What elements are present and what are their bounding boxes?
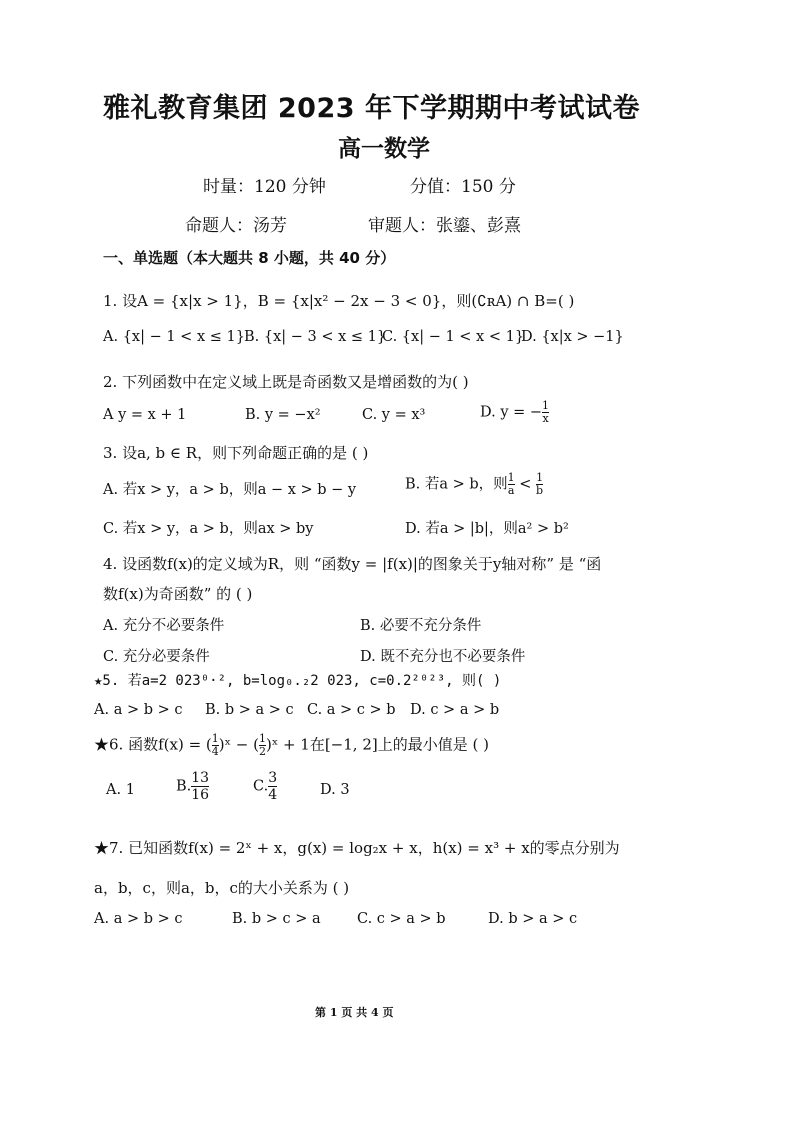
question-3-stem: 3. 设a, b ∈ R，则下列命题正确的是 ( )	[103, 444, 369, 462]
question-3-option-b: B. 若a > b，则 $\frac{1}{a}$ < $\frac{1}{b}$	[405, 471, 544, 497]
question-4-stem-line2: 数f(x)为奇函数” 的 ( )	[103, 585, 253, 603]
page-footer: 第 1 页 共 4 页	[315, 1006, 394, 1019]
question-6-option-b: B. $\frac{13}{16}$	[176, 770, 210, 803]
question-4-option-c: C. 充分必要条件	[103, 649, 210, 665]
exam-subtitle: 高一数学	[338, 136, 430, 162]
question-4-stem-line1: 4. 设函数f(x)的定义域为R，则 “函数y = |f(x)|的图象关于y轴对称” 是 “函	[103, 555, 602, 573]
question-6-stem: ★6. 函数f(x) = ( $\frac{1}{4}$ )ˣ − ( $\frac{1}{2}$ )ˣ + 1在[−1, 2]上的最小值是 ( )	[94, 732, 489, 758]
exam-time: 时量：120 分钟	[203, 177, 326, 197]
exam-reviewer: 审题人：张鎏、彭熹	[368, 216, 521, 236]
question-2-option-a: A y = x + 1	[103, 407, 187, 423]
question-1-option-a: A. {x| − 1 < x ≤ 1}	[103, 329, 245, 345]
question-2-option-b: B. y = −x²	[245, 407, 321, 423]
question-6-option-d: D. 3	[320, 782, 350, 798]
question-7-option-a: A. a > b > c	[94, 911, 183, 927]
question-7-option-b: B. b > c > a	[232, 911, 321, 927]
question-5-option-c: C. a > c > b	[307, 702, 396, 718]
question-3-option-c: C. 若x > y，a > b，则ax > by	[103, 521, 314, 537]
question-6-option-a: A. 1	[106, 782, 135, 798]
exam-score: 分值：150 分	[410, 177, 516, 197]
exam-author: 命题人：汤芳	[185, 216, 287, 236]
section-heading: 一、单选题（本大题共 8 小题，共 40 分）	[103, 249, 396, 267]
question-5-stem: ★5. 若a=2 023⁰·², b=log₀.₂2 023, c=0.2²⁰²³, 则( )	[94, 673, 502, 689]
question-4-option-d: D. 既不充分也不必要条件	[360, 649, 526, 665]
question-6-option-c: C. $\frac{3}{4}$	[253, 770, 278, 803]
question-4-option-b: B. 必要不充分条件	[360, 618, 482, 634]
exam-title: 雅礼教育集团 2023 年下学期期中考试试卷	[103, 93, 640, 124]
question-7-option-d: D. b > a > c	[488, 911, 578, 927]
question-7-stem-line2: a，b，c，则a，b，c的大小关系为 ( )	[94, 879, 350, 897]
question-5-option-d: D. c > a > b	[410, 702, 500, 718]
question-2-stem: 2. 下列函数中在定义域上既是奇函数又是增函数的为( )	[103, 373, 469, 391]
question-4-option-a: A. 充分不必要条件	[103, 618, 225, 634]
question-3-option-a: A. 若x > y，a > b，则a − x > b − y	[103, 482, 357, 498]
question-3-option-d: D. 若a > |b|，则a² > b²	[405, 521, 569, 537]
question-2-option-d: D. y = − $\frac{1}{x}$	[480, 399, 550, 425]
question-7-stem-line1: ★7. 已知函数f(x) = 2ˣ + x，g(x) = log₂x + x，h(x) = x³ + x的零点分别为	[94, 839, 620, 857]
question-7-option-c: C. c > a > b	[357, 911, 446, 927]
question-5-option-a: A. a > b > c	[94, 702, 183, 718]
question-2-option-c: C. y = x³	[362, 407, 426, 423]
question-1-option-b: B. {x| − 3 < x ≤ 1}	[244, 329, 387, 345]
question-1-stem: 1. 设A = {x|x > 1}，B = {x|x² − 2x − 3 < 0}，则(∁ʀA) ∩ B=( )	[103, 292, 575, 310]
question-1-option-d: D. {x|x > −1}	[521, 329, 624, 345]
question-5-option-b: B. b > a > c	[205, 702, 294, 718]
question-1-option-c: C. {x| − 1 < x < 1}	[382, 329, 525, 345]
